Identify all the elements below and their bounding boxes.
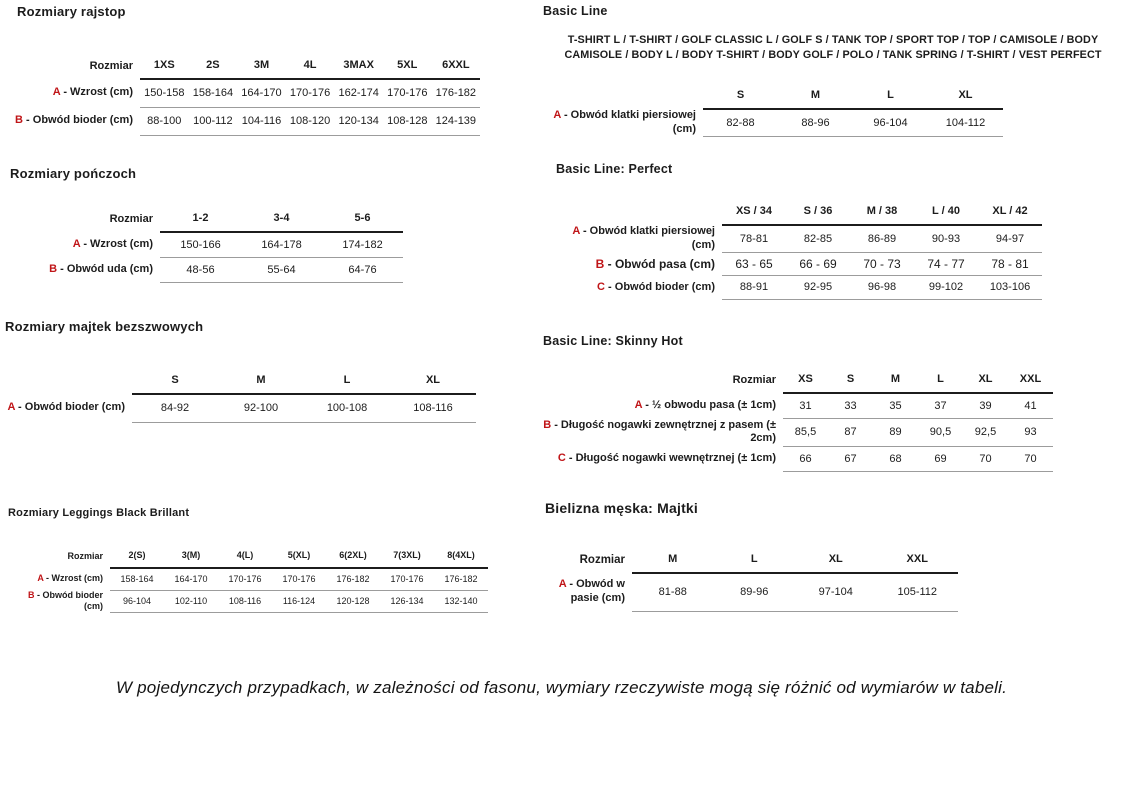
row-label: A - Obwód bioder (cm) — [7, 401, 125, 414]
section-rozmiary-rajstop — [14, 4, 480, 136]
size-column-header: 8(4XL) — [434, 546, 488, 568]
size-value: 88-91 — [722, 276, 786, 299]
section-title: Rozmiary Leggings Black Brillant — [8, 507, 190, 519]
size-value: 74 - 77 — [914, 253, 978, 276]
size-column-header: M — [218, 367, 304, 394]
size-value: 39 — [963, 393, 1008, 419]
measurement-letter: A — [553, 109, 561, 122]
size-value: 92,5 — [963, 419, 1008, 447]
size-column-header: 3MAX — [334, 53, 383, 79]
size-value: 108-128 — [383, 107, 432, 135]
footnote-disclaimer: W pojedynczych przypadkach, w zależności od fasonu, wymiary rzeczywiste mogą się różnić od wymiarów w tabeli. — [115, 678, 1008, 697]
row-label: C - Obwód bioder (cm) — [597, 280, 715, 293]
measurement-row — [14, 107, 480, 135]
size-value: 102-110 — [164, 590, 218, 613]
measurement-row — [10, 232, 403, 257]
size-value: 41 — [1008, 393, 1053, 419]
size-value: 88-96 — [778, 109, 853, 137]
product-list-subtitle: T-SHIRT L / T-SHIRT / GOLF CLASSIC L / GOLF S / TANK TOP / SPORT TOP / TOP / CAMISOLE / BODY CAMISOLE / BODY L / BODY T-SHIRT / BODY GOLF / POLO / TANK SPRING / T-SHIRT / VEST PERFECT — [564, 34, 1102, 61]
size-value: 88-100 — [140, 107, 189, 135]
size-value: 82-85 — [786, 225, 850, 253]
size-column-header: 6(2XL) — [326, 546, 380, 568]
measurement-row — [8, 568, 488, 590]
size-column-header: XS / 34 — [722, 202, 786, 225]
size-value: 90,5 — [918, 419, 963, 447]
size-value: 84-92 — [132, 394, 218, 422]
section-title: Rozmiary rajstop — [17, 4, 126, 19]
measurement-letter: A — [7, 401, 15, 414]
header-row — [543, 83, 1003, 109]
size-column-header: S / 36 — [786, 202, 850, 225]
size-column-header: L / 40 — [914, 202, 978, 225]
row-label: B - Obwód bioder (cm) — [28, 590, 103, 612]
section-title: Basic Line: Perfect — [556, 162, 673, 176]
section-basic-line — [543, 3, 1110, 137]
size-value: 158-164 — [110, 568, 164, 590]
size-value: 116-124 — [272, 590, 326, 613]
size-value: 85,5 — [783, 419, 828, 447]
size-value: 170-176 — [383, 79, 432, 107]
corner-label: Rozmiar — [89, 60, 133, 72]
size-column-header: 1XS — [140, 53, 189, 79]
corner-label — [5, 367, 132, 394]
size-value: 37 — [918, 393, 963, 419]
corner-label: Rozmiar — [109, 213, 153, 225]
size-column-header: XL — [795, 546, 877, 573]
size-column-header: L — [304, 367, 390, 394]
measurement-row — [552, 225, 1042, 253]
header-row — [10, 206, 403, 232]
section-title: Rozmiary majtek bezszwowych — [5, 319, 204, 334]
size-column-header: 3(M) — [164, 546, 218, 568]
corner-label — [552, 202, 722, 225]
size-value: 93 — [1008, 419, 1053, 447]
size-column-header: M — [873, 371, 918, 393]
size-column-header: L — [853, 83, 928, 109]
size-column-header: 5(XL) — [272, 546, 326, 568]
size-value: 176-182 — [434, 568, 488, 590]
header-row — [8, 546, 488, 568]
measurement-letter: B — [28, 590, 35, 600]
size-value: 126-134 — [380, 590, 434, 613]
size-value: 64-76 — [322, 257, 403, 282]
size-column-header: 2S — [189, 53, 238, 79]
size-value: 170-176 — [218, 568, 272, 590]
size-column-header: S — [132, 367, 218, 394]
size-value: 104-116 — [237, 107, 286, 135]
size-column-header: XXL — [877, 546, 959, 573]
measurement-letter: A — [72, 237, 81, 250]
size-column-header: XL — [928, 83, 1003, 109]
size-value: 96-104 — [853, 109, 928, 137]
size-value: 89-96 — [714, 573, 796, 611]
size-column-header: 1-2 — [160, 206, 241, 232]
size-value: 150-166 — [160, 232, 241, 257]
size-value: 68 — [873, 446, 918, 472]
size-value: 48-56 — [160, 257, 241, 282]
section-rozmiary-leggings-black-brillant — [8, 507, 488, 613]
size-value: 132-140 — [434, 590, 488, 613]
size-value: 99-102 — [914, 276, 978, 299]
size-value: 97-104 — [795, 573, 877, 611]
size-value: 100-108 — [304, 394, 390, 422]
size-value: 69 — [918, 446, 963, 472]
size-column-header: XL — [963, 371, 1008, 393]
size-value: 55-64 — [241, 257, 322, 282]
size-column-header: S — [828, 371, 873, 393]
size-column-header: M — [632, 546, 714, 573]
size-value: 66 — [783, 446, 828, 472]
row-label: B - Długość nogawki zewnętrznej z pasem (± 2cm) — [543, 418, 776, 445]
size-value: 66 - 69 — [786, 253, 850, 276]
size-table-leggings — [8, 546, 488, 613]
size-column-header: 3M — [237, 53, 286, 79]
corner-label: Rozmiar — [67, 551, 103, 561]
section-rozmiary-majtek-bezszwowych — [5, 319, 476, 423]
size-value: 174-182 — [322, 232, 403, 257]
measurement-letter: A — [634, 398, 643, 411]
size-column-header: M — [778, 83, 853, 109]
size-column-header: 5XL — [383, 53, 432, 79]
measurement-row — [8, 590, 488, 613]
size-value: 170-176 — [380, 568, 434, 590]
measurement-row — [545, 573, 958, 611]
section-title: Basic Line — [543, 4, 608, 18]
size-value: 104-112 — [928, 109, 1003, 137]
size-value: 78-81 — [722, 225, 786, 253]
size-table-skinny-hot — [543, 371, 1053, 472]
measurement-letter: B — [595, 256, 605, 271]
measurement-row — [543, 419, 1053, 447]
header-row — [543, 371, 1053, 393]
size-value: 70 — [963, 446, 1008, 472]
size-column-header: XS — [783, 371, 828, 393]
size-value: 120-134 — [334, 107, 383, 135]
size-value: 158-164 — [189, 79, 238, 107]
header-row — [14, 53, 480, 79]
size-value: 164-170 — [164, 568, 218, 590]
row-label: C - Długość nogawki wewnętrznej (± 1cm) — [557, 452, 776, 465]
size-value: 82-88 — [703, 109, 778, 137]
size-value: 105-112 — [877, 573, 959, 611]
measurement-letter: B — [15, 114, 23, 127]
size-column-header: 4L — [286, 53, 335, 79]
size-value: 100-112 — [189, 107, 238, 135]
size-value: 170-176 — [286, 79, 335, 107]
size-table-majtki-bezszwowe — [5, 367, 476, 423]
size-value: 70 - 73 — [850, 253, 914, 276]
size-column-header: XXL — [1008, 371, 1053, 393]
size-column-header: 5-6 — [322, 206, 403, 232]
row-label: A - Wzrost (cm) — [37, 573, 103, 584]
row-label: A - Obwód klatki piersiowej (cm) — [553, 109, 696, 135]
size-column-header: 7(3XL) — [380, 546, 434, 568]
header-row — [5, 367, 476, 394]
size-value: 150-158 — [140, 79, 189, 107]
header-row — [545, 546, 958, 573]
size-column-header: 2(S) — [110, 546, 164, 568]
measurement-letter: C — [597, 280, 605, 293]
section-title: Basic Line: Skinny Hot — [543, 334, 683, 348]
size-value: 120-128 — [326, 590, 380, 613]
size-value: 35 — [873, 393, 918, 419]
measurement-letter: A — [52, 86, 61, 99]
size-value: 124-139 — [432, 107, 481, 135]
measurement-row — [543, 446, 1053, 472]
size-value: 92-100 — [218, 394, 304, 422]
size-value: 81-88 — [632, 573, 714, 611]
size-value: 108-116 — [390, 394, 476, 422]
size-value: 63 - 65 — [722, 253, 786, 276]
row-label: A - Wzrost (cm) — [72, 237, 153, 250]
row-label: A - Obwód w pasie (cm) — [558, 578, 625, 604]
size-column-header: 4(L) — [218, 546, 272, 568]
measurement-letter: C — [557, 452, 566, 465]
measurement-letter: B — [49, 262, 58, 275]
section-bielizna-meska-majtki — [545, 500, 958, 612]
size-table-perfect — [552, 202, 1042, 300]
row-label: B - Obwód pasa (cm) — [595, 256, 715, 271]
section-basic-line-skinny-hot — [543, 333, 1053, 472]
measurement-row — [552, 253, 1042, 276]
row-label: B - Obwód uda (cm) — [49, 262, 153, 275]
row-label: A - Obwód klatki piersiowej (cm) — [572, 225, 715, 251]
measurement-letter: B — [543, 418, 552, 431]
row-label: A - ½ obwodu pasa (± 1cm) — [634, 398, 776, 411]
size-value: 164-178 — [241, 232, 322, 257]
size-value: 162-174 — [334, 79, 383, 107]
size-value: 33 — [828, 393, 873, 419]
size-column-header: XL / 42 — [978, 202, 1042, 225]
size-column-header: S — [703, 83, 778, 109]
measurement-letter: A — [37, 573, 44, 584]
section-rozmiary-ponczoch — [10, 166, 403, 283]
size-value: 108-116 — [218, 590, 272, 613]
size-value: 176-182 — [432, 79, 481, 107]
size-value: 92-95 — [786, 276, 850, 299]
measurement-row — [14, 79, 480, 107]
measurement-letter: A — [558, 578, 567, 591]
size-value: 89 — [873, 419, 918, 447]
size-column-header: XL — [390, 367, 476, 394]
size-column-header: 6XXL — [432, 53, 481, 79]
size-column-header: L — [714, 546, 796, 573]
size-value: 90-93 — [914, 225, 978, 253]
size-column-header: 3-4 — [241, 206, 322, 232]
measurement-row — [543, 393, 1053, 419]
size-value: 67 — [828, 446, 873, 472]
size-column-header: M / 38 — [850, 202, 914, 225]
size-value: 108-120 — [286, 107, 335, 135]
size-column-header: L — [918, 371, 963, 393]
header-row — [552, 202, 1042, 225]
measurement-letter: A — [572, 225, 580, 237]
measurement-row — [5, 394, 476, 422]
size-table-majtki-meskie — [545, 546, 958, 612]
row-label: A - Wzrost (cm) — [52, 86, 133, 99]
size-value: 103-106 — [978, 276, 1042, 299]
size-table-rajstop — [14, 53, 480, 136]
size-value: 70 — [1008, 446, 1053, 472]
size-value: 96-98 — [850, 276, 914, 299]
measurement-row — [543, 109, 1003, 137]
size-value: 78 - 81 — [978, 253, 1042, 276]
size-value: 31 — [783, 393, 828, 419]
corner-label — [543, 83, 703, 109]
size-value: 87 — [828, 419, 873, 447]
measurement-row — [10, 257, 403, 282]
measurement-row — [552, 276, 1042, 299]
size-table-basic-line — [543, 83, 1003, 137]
section-title: Rozmiary pończoch — [10, 166, 137, 181]
section-basic-line-perfect — [552, 161, 1042, 300]
size-value: 94-97 — [978, 225, 1042, 253]
section-title: Bielizna męska: Majtki — [545, 500, 699, 516]
size-value: 176-182 — [326, 568, 380, 590]
corner-label: Rozmiar — [732, 374, 776, 386]
size-value: 164-170 — [237, 79, 286, 107]
size-value: 86-89 — [850, 225, 914, 253]
size-value: 96-104 — [110, 590, 164, 613]
corner-label: Rozmiar — [579, 554, 625, 566]
row-label: B - Obwód bioder (cm) — [15, 114, 133, 127]
size-table-ponczochy — [10, 206, 403, 283]
size-value: 170-176 — [272, 568, 326, 590]
